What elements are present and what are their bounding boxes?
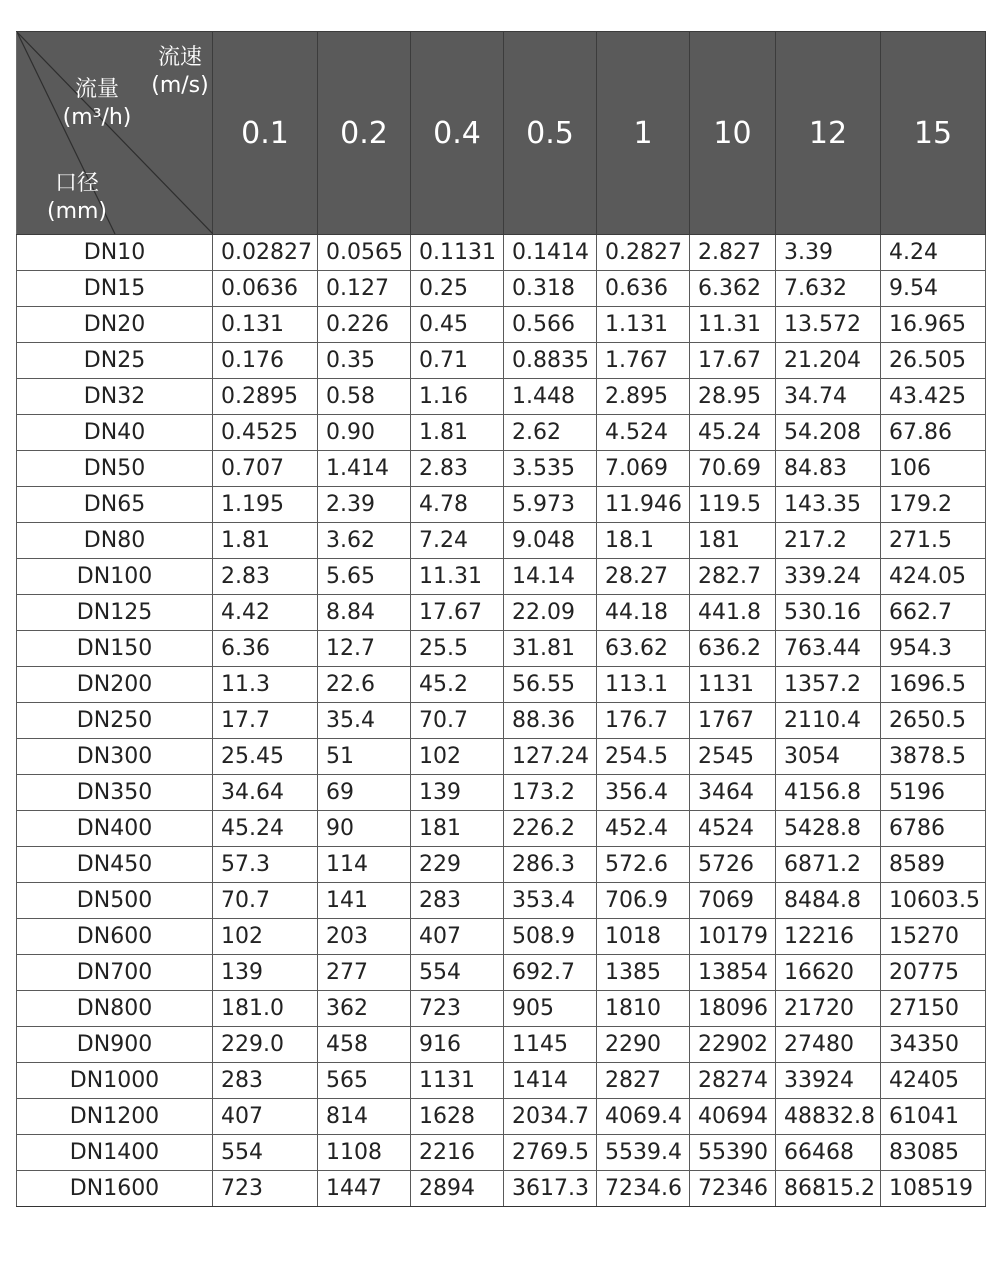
flow-value-cell: 72346: [690, 1171, 776, 1207]
table-row: [17, 739, 986, 775]
flow-value-cell: 12216: [776, 919, 881, 955]
flow-value-cell: 1145: [504, 1027, 597, 1063]
flow-value-cell: 0.127: [318, 271, 411, 307]
diameter-cell: DN400: [17, 811, 213, 847]
flow-value-cell: 7.632: [776, 271, 881, 307]
flow-value-cell: 7069: [690, 883, 776, 919]
flow-value-cell: 7234.6: [597, 1171, 690, 1207]
flow-value-cell: 63.62: [597, 631, 690, 667]
speed-header-0.5: 0.5: [504, 32, 597, 235]
flow-value-cell: 2.83: [411, 451, 504, 487]
diameter-cell: DN300: [17, 739, 213, 775]
flow-value-cell: 34.74: [776, 379, 881, 415]
table-row: [17, 595, 986, 631]
flow-value-cell: 2827: [597, 1063, 690, 1099]
flow-value-cell: 0.58: [318, 379, 411, 415]
flow-value-cell: 4.524: [597, 415, 690, 451]
flow-value-cell: 15270: [881, 919, 986, 955]
flow-value-cell: 102: [411, 739, 504, 775]
flow-value-cell: 5196: [881, 775, 986, 811]
flow-value-cell: 34.64: [213, 775, 318, 811]
flow-value-cell: 90: [318, 811, 411, 847]
flow-value-cell: 0.90: [318, 415, 411, 451]
flow-value-cell: 119.5: [690, 487, 776, 523]
flow-value-cell: 5.973: [504, 487, 597, 523]
flow-value-cell: 6786: [881, 811, 986, 847]
flow-value-cell: 33924: [776, 1063, 881, 1099]
flow-value-cell: 2.62: [504, 415, 597, 451]
flow-value-cell: 2216: [411, 1135, 504, 1171]
table-row: [17, 883, 986, 919]
flow-value-cell: 70.7: [213, 883, 318, 919]
flow-value-cell: 3.39: [776, 235, 881, 271]
flow-value-cell: 1357.2: [776, 667, 881, 703]
flow-value-cell: 45.2: [411, 667, 504, 703]
flow-unit: (m³/h): [62, 105, 132, 130]
flow-value-cell: 127.24: [504, 739, 597, 775]
speed-header-15: 15: [881, 32, 986, 235]
flow-value-cell: 0.4525: [213, 415, 318, 451]
flow-value-cell: 84.83: [776, 451, 881, 487]
corner-header-cell: [17, 32, 213, 235]
flow-value-cell: 4524: [690, 811, 776, 847]
flow-value-cell: 0.176: [213, 343, 318, 379]
flow-value-cell: 0.1131: [411, 235, 504, 271]
flow-value-cell: 10603.5: [881, 883, 986, 919]
flow-value-cell: 0.707: [213, 451, 318, 487]
flow-value-cell: 0.25: [411, 271, 504, 307]
flow-value-cell: 56.55: [504, 667, 597, 703]
diameter-cell: DN65: [17, 487, 213, 523]
flow-value-cell: 2894: [411, 1171, 504, 1207]
flow-value-cell: 229.0: [213, 1027, 318, 1063]
flow-value-cell: 43.425: [881, 379, 986, 415]
diameter-cell: DN100: [17, 559, 213, 595]
flow-value-cell: 34350: [881, 1027, 986, 1063]
table-row: [17, 1063, 986, 1099]
flow-value-cell: 1414: [504, 1063, 597, 1099]
flow-value-cell: 54.208: [776, 415, 881, 451]
flow-value-cell: 42405: [881, 1063, 986, 1099]
flow-value-cell: 0.0636: [213, 271, 318, 307]
flow-value-cell: 6.36: [213, 631, 318, 667]
speed-header-12: 12: [776, 32, 881, 235]
table-row: [17, 307, 986, 343]
flow-value-cell: 139: [411, 775, 504, 811]
flow-value-cell: 5539.4: [597, 1135, 690, 1171]
table-row: [17, 631, 986, 667]
flow-value-cell: 1.81: [411, 415, 504, 451]
table-row: [17, 415, 986, 451]
flow-value-cell: 407: [411, 919, 504, 955]
flow-value-cell: 181: [690, 523, 776, 559]
speed-unit: (m/s): [151, 73, 209, 98]
table-row: [17, 235, 986, 271]
diameter-label: 口径: [54, 171, 99, 196]
flow-value-cell: 17.67: [411, 595, 504, 631]
diameter-cell: DN1600: [17, 1171, 213, 1207]
flow-value-cell: 572.6: [597, 847, 690, 883]
flow-value-cell: 1447: [318, 1171, 411, 1207]
diameter-cell: DN600: [17, 919, 213, 955]
flow-value-cell: 4.24: [881, 235, 986, 271]
table-row: [17, 559, 986, 595]
flow-value-cell: 69: [318, 775, 411, 811]
flow-value-cell: 11.31: [411, 559, 504, 595]
flow-value-cell: 6.362: [690, 271, 776, 307]
flow-value-cell: 0.2827: [597, 235, 690, 271]
flow-value-cell: 9.54: [881, 271, 986, 307]
flow-value-cell: 0.2895: [213, 379, 318, 415]
flow-value-cell: 5.65: [318, 559, 411, 595]
flow-value-cell: 3.62: [318, 523, 411, 559]
speed-label: 流速: [157, 45, 202, 70]
flow-value-cell: 10179: [690, 919, 776, 955]
flow-value-cell: 1696.5: [881, 667, 986, 703]
diameter-cell: DN20: [17, 307, 213, 343]
flow-value-cell: 554: [411, 955, 504, 991]
flow-value-cell: 83085: [881, 1135, 986, 1171]
flow-value-cell: 0.71: [411, 343, 504, 379]
flow-value-cell: 181.0: [213, 991, 318, 1027]
flow-value-cell: 70.7: [411, 703, 504, 739]
flow-value-cell: 1767: [690, 703, 776, 739]
flow-value-cell: 3617.3: [504, 1171, 597, 1207]
table-row: [17, 523, 986, 559]
flow-label: 流量: [74, 77, 119, 102]
flow-value-cell: 67.86: [881, 415, 986, 451]
speed-header-0.1: 0.1: [213, 32, 318, 235]
flow-value-cell: 113.1: [597, 667, 690, 703]
table-header: [17, 32, 986, 235]
flow-value-cell: 179.2: [881, 487, 986, 523]
flow-value-cell: 17.67: [690, 343, 776, 379]
flow-value-cell: 916: [411, 1027, 504, 1063]
flow-value-cell: 35.4: [318, 703, 411, 739]
flow-value-cell: 6871.2: [776, 847, 881, 883]
flow-value-cell: 40694: [690, 1099, 776, 1135]
flow-value-cell: 362: [318, 991, 411, 1027]
flow-value-cell: 27150: [881, 991, 986, 1027]
flow-value-cell: 1628: [411, 1099, 504, 1135]
diameter-cell: DN150: [17, 631, 213, 667]
flow-value-cell: 723: [213, 1171, 318, 1207]
flow-value-cell: 12.7: [318, 631, 411, 667]
flow-value-cell: 45.24: [213, 811, 318, 847]
flow-value-cell: 2650.5: [881, 703, 986, 739]
flow-value-cell: 692.7: [504, 955, 597, 991]
diameter-cell: DN900: [17, 1027, 213, 1063]
flow-value-cell: 51: [318, 739, 411, 775]
flow-value-cell: 2545: [690, 739, 776, 775]
flow-value-cell: 424.05: [881, 559, 986, 595]
flow-value-cell: 16.965: [881, 307, 986, 343]
diameter-cell: DN40: [17, 415, 213, 451]
flow-value-cell: 229: [411, 847, 504, 883]
diameter-cell: DN32: [17, 379, 213, 415]
table-row: [17, 919, 986, 955]
flow-value-cell: 18096: [690, 991, 776, 1027]
flow-value-cell: 5428.8: [776, 811, 881, 847]
table-row: [17, 775, 986, 811]
flow-value-cell: 2.895: [597, 379, 690, 415]
flow-value-cell: 22.09: [504, 595, 597, 631]
flow-value-cell: 88.36: [504, 703, 597, 739]
flow-value-cell: 16620: [776, 955, 881, 991]
table-row: [17, 991, 986, 1027]
flow-value-cell: 11.946: [597, 487, 690, 523]
flow-value-cell: 102: [213, 919, 318, 955]
flow-value-cell: 763.44: [776, 631, 881, 667]
flow-value-cell: 143.35: [776, 487, 881, 523]
diameter-cell: DN800: [17, 991, 213, 1027]
table-row: [17, 847, 986, 883]
flow-value-cell: 203: [318, 919, 411, 955]
flow-rate-table: [16, 31, 986, 1207]
flow-value-cell: 22.6: [318, 667, 411, 703]
flow-value-cell: 1108: [318, 1135, 411, 1171]
flow-value-cell: 254.5: [597, 739, 690, 775]
table-row: [17, 379, 986, 415]
flow-value-cell: 21720: [776, 991, 881, 1027]
flow-value-cell: 108519: [881, 1171, 986, 1207]
flow-value-cell: 1.195: [213, 487, 318, 523]
flow-value-cell: 139: [213, 955, 318, 991]
flow-value-cell: 14.14: [504, 559, 597, 595]
flow-value-cell: 905: [504, 991, 597, 1027]
flow-value-cell: 458: [318, 1027, 411, 1063]
flow-value-cell: 814: [318, 1099, 411, 1135]
flow-value-cell: 48832.8: [776, 1099, 881, 1135]
flow-value-cell: 26.505: [881, 343, 986, 379]
flow-value-cell: 17.7: [213, 703, 318, 739]
flow-value-cell: 20775: [881, 955, 986, 991]
diameter-header-label: [27, 170, 127, 226]
flow-value-cell: 28.95: [690, 379, 776, 415]
speed-header-1: 1: [597, 32, 690, 235]
flow-header-label: [37, 76, 157, 132]
flow-value-cell: 55390: [690, 1135, 776, 1171]
flow-value-cell: 31.81: [504, 631, 597, 667]
flow-value-cell: 21.204: [776, 343, 881, 379]
flow-value-cell: 286.3: [504, 847, 597, 883]
flow-value-cell: 0.0565: [318, 235, 411, 271]
flow-value-cell: 1.81: [213, 523, 318, 559]
flow-value-cell: 282.7: [690, 559, 776, 595]
flow-value-cell: 1.448: [504, 379, 597, 415]
flow-value-cell: 0.1414: [504, 235, 597, 271]
flow-value-cell: 1.131: [597, 307, 690, 343]
flow-value-cell: 706.9: [597, 883, 690, 919]
speed-header-10: 10: [690, 32, 776, 235]
flow-value-cell: 9.048: [504, 523, 597, 559]
flow-value-cell: 3054: [776, 739, 881, 775]
diameter-cell: DN25: [17, 343, 213, 379]
flow-value-cell: 11.31: [690, 307, 776, 343]
flow-value-cell: 0.636: [597, 271, 690, 307]
flow-value-cell: 407: [213, 1099, 318, 1135]
diameter-cell: DN1400: [17, 1135, 213, 1171]
flow-value-cell: 2.83: [213, 559, 318, 595]
table-row: [17, 667, 986, 703]
table-row: [17, 1027, 986, 1063]
flow-value-cell: 283: [213, 1063, 318, 1099]
flow-value-cell: 1.16: [411, 379, 504, 415]
flow-value-cell: 954.3: [881, 631, 986, 667]
flow-value-cell: 70.69: [690, 451, 776, 487]
flow-value-cell: 2.39: [318, 487, 411, 523]
diameter-cell: DN1200: [17, 1099, 213, 1135]
flow-value-cell: 7.24: [411, 523, 504, 559]
table-row: [17, 703, 986, 739]
table-row: [17, 811, 986, 847]
flow-value-cell: 2769.5: [504, 1135, 597, 1171]
flow-value-cell: 0.02827: [213, 235, 318, 271]
flow-value-cell: 13854: [690, 955, 776, 991]
table-row: [17, 271, 986, 307]
flow-value-cell: 4156.8: [776, 775, 881, 811]
flow-value-cell: 2034.7: [504, 1099, 597, 1135]
flow-value-cell: 25.45: [213, 739, 318, 775]
flow-value-cell: 2290: [597, 1027, 690, 1063]
flow-value-cell: 271.5: [881, 523, 986, 559]
table-row: [17, 1135, 986, 1171]
diameter-cell: DN500: [17, 883, 213, 919]
table-row: [17, 1099, 986, 1135]
diameter-cell: DN200: [17, 667, 213, 703]
flow-value-cell: 22902: [690, 1027, 776, 1063]
table-row: [17, 1171, 986, 1207]
flow-value-cell: 3878.5: [881, 739, 986, 775]
flow-value-cell: 508.9: [504, 919, 597, 955]
diameter-cell: DN700: [17, 955, 213, 991]
flow-value-cell: 1810: [597, 991, 690, 1027]
flow-value-cell: 356.4: [597, 775, 690, 811]
flow-value-cell: 27480: [776, 1027, 881, 1063]
flow-value-cell: 3464: [690, 775, 776, 811]
flow-value-cell: 181: [411, 811, 504, 847]
flow-value-cell: 18.1: [597, 523, 690, 559]
flow-value-cell: 8484.8: [776, 883, 881, 919]
flow-value-cell: 0.45: [411, 307, 504, 343]
flow-value-cell: 452.4: [597, 811, 690, 847]
diameter-cell: DN15: [17, 271, 213, 307]
speed-header-0.2: 0.2: [318, 32, 411, 235]
flow-value-cell: 226.2: [504, 811, 597, 847]
flow-table-container: [16, 31, 985, 1207]
flow-value-cell: 0.35: [318, 343, 411, 379]
flow-value-cell: 8589: [881, 847, 986, 883]
flow-value-cell: 45.24: [690, 415, 776, 451]
flow-value-cell: 3.535: [504, 451, 597, 487]
flow-value-cell: 217.2: [776, 523, 881, 559]
diameter-cell: DN10: [17, 235, 213, 271]
flow-value-cell: 1385: [597, 955, 690, 991]
flow-value-cell: 283: [411, 883, 504, 919]
diameter-cell: DN50: [17, 451, 213, 487]
flow-value-cell: 57.3: [213, 847, 318, 883]
diameter-cell: DN350: [17, 775, 213, 811]
flow-value-cell: 1.767: [597, 343, 690, 379]
header-row: [17, 32, 986, 235]
table-body: [17, 235, 986, 1207]
flow-value-cell: 25.5: [411, 631, 504, 667]
flow-value-cell: 7.069: [597, 451, 690, 487]
flow-value-cell: 0.226: [318, 307, 411, 343]
flow-value-cell: 8.84: [318, 595, 411, 631]
flow-value-cell: 4069.4: [597, 1099, 690, 1135]
diameter-unit: (mm): [46, 199, 108, 224]
diameter-cell: DN450: [17, 847, 213, 883]
flow-value-cell: 13.572: [776, 307, 881, 343]
table-row: [17, 343, 986, 379]
flow-value-cell: 4.42: [213, 595, 318, 631]
speed-header-0.4: 0.4: [411, 32, 504, 235]
flow-value-cell: 106: [881, 451, 986, 487]
flow-value-cell: 114: [318, 847, 411, 883]
flow-value-cell: 11.3: [213, 667, 318, 703]
flow-value-cell: 1018: [597, 919, 690, 955]
flow-value-cell: 0.318: [504, 271, 597, 307]
flow-value-cell: 565: [318, 1063, 411, 1099]
flow-value-cell: 61041: [881, 1099, 986, 1135]
flow-value-cell: 530.16: [776, 595, 881, 631]
flow-value-cell: 2110.4: [776, 703, 881, 739]
flow-value-cell: 28.27: [597, 559, 690, 595]
flow-value-cell: 4.78: [411, 487, 504, 523]
flow-value-cell: 176.7: [597, 703, 690, 739]
flow-value-cell: 662.7: [881, 595, 986, 631]
flow-value-cell: 0.8835: [504, 343, 597, 379]
flow-value-cell: 1131: [411, 1063, 504, 1099]
flow-value-cell: 173.2: [504, 775, 597, 811]
diameter-cell: DN250: [17, 703, 213, 739]
flow-value-cell: 44.18: [597, 595, 690, 631]
diameter-cell: DN80: [17, 523, 213, 559]
flow-value-cell: 277: [318, 955, 411, 991]
flow-value-cell: 1131: [690, 667, 776, 703]
flow-value-cell: 2.827: [690, 235, 776, 271]
flow-value-cell: 66468: [776, 1135, 881, 1171]
flow-value-cell: 28274: [690, 1063, 776, 1099]
diameter-cell: DN125: [17, 595, 213, 631]
flow-value-cell: 5726: [690, 847, 776, 883]
diameter-cell: DN1000: [17, 1063, 213, 1099]
table-row: [17, 451, 986, 487]
flow-value-cell: 0.566: [504, 307, 597, 343]
flow-value-cell: 141: [318, 883, 411, 919]
flow-value-cell: 339.24: [776, 559, 881, 595]
flow-value-cell: 636.2: [690, 631, 776, 667]
flow-value-cell: 353.4: [504, 883, 597, 919]
flow-value-cell: 0.131: [213, 307, 318, 343]
flow-value-cell: 723: [411, 991, 504, 1027]
flow-value-cell: 86815.2: [776, 1171, 881, 1207]
flow-value-cell: 441.8: [690, 595, 776, 631]
table-row: [17, 487, 986, 523]
flow-value-cell: 1.414: [318, 451, 411, 487]
flow-value-cell: 554: [213, 1135, 318, 1171]
table-row: [17, 955, 986, 991]
